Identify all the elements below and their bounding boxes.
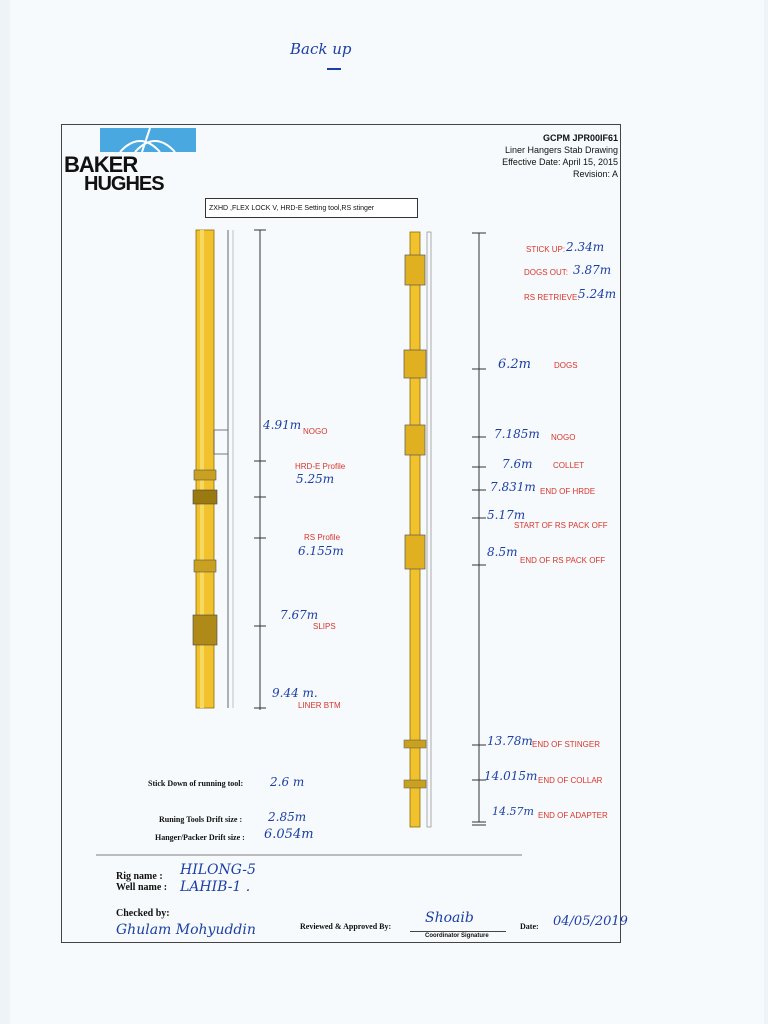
left-mark-value: 4.91m xyxy=(263,418,302,432)
left-mark-value: 5.25m xyxy=(296,472,335,486)
stick-down-value: 2.6 m xyxy=(270,775,305,789)
right-mark-label: COLLET xyxy=(553,461,585,470)
tool-title: ZXHD ,FLEX LOCK V, HRD-E Setting tool,RS stinger xyxy=(205,198,418,218)
right-mark-value: 13.78m xyxy=(487,734,533,748)
left-mark-label: SLIPS xyxy=(313,622,336,631)
left-mark-label: RS Profile xyxy=(304,533,341,542)
signature-line xyxy=(410,931,506,932)
date-label: Date: xyxy=(520,922,539,931)
right-mark-label: START OF RS PACK OFF xyxy=(514,521,608,530)
left-mark-value: 7.67m xyxy=(280,608,319,622)
right-top-label: STICK UP: xyxy=(526,245,566,254)
right-mark-label: END OF HRDE xyxy=(540,487,596,496)
right-tool-drawing xyxy=(404,232,486,827)
right-mark-value: 14.57m xyxy=(492,805,534,818)
right-mark-value: 14.015m xyxy=(484,769,538,783)
well-label: Well name : xyxy=(116,882,168,893)
right-top-value: 5.24m xyxy=(578,287,617,301)
left-mark-value: 6.155m xyxy=(298,544,344,558)
left-tool-drawing xyxy=(193,230,266,710)
well-value: LAHIB-1 . xyxy=(180,879,251,895)
right-mark-value: 6.2m xyxy=(498,357,532,372)
checked-value: Ghulam Mohyuddin xyxy=(116,922,256,938)
date-value: 04/05/2019 xyxy=(553,914,628,929)
left-mark-label: HRD-E Profile xyxy=(295,462,346,471)
right-mark-label: NOGO xyxy=(551,433,576,442)
doc-title: Liner Hangers Stab Drawing xyxy=(504,145,618,155)
left-mark-label: NOGO xyxy=(303,427,328,436)
effective-date: Effective Date: April 15, 2015 xyxy=(502,157,618,167)
rig-label: Rig name : xyxy=(116,871,163,882)
right-top-value: 3.87m xyxy=(573,263,612,277)
right-mark-value: 7.831m xyxy=(490,480,536,494)
reviewed-label: Reviewed & Approved By: xyxy=(300,922,392,931)
right-mark-label: DOGS xyxy=(554,361,578,370)
right-mark-value: 5.17m xyxy=(487,508,526,522)
right-mark-label: END OF ADAPTER xyxy=(538,811,608,820)
right-top-value: 2.34m xyxy=(566,240,605,254)
right-mark-value: 7.6m xyxy=(502,457,533,471)
right-mark-label: END OF STINGER xyxy=(532,740,601,749)
left-mark-label: LINER BTM xyxy=(298,701,341,710)
stick-down-label: Stick Down of running tool: xyxy=(148,779,244,788)
right-mark-value: 7.185m xyxy=(494,427,540,441)
coordinator-caption: Coordinator Signature xyxy=(425,933,489,939)
left-mark-value: 9.44 m. xyxy=(272,686,318,700)
right-mark-value: 8.5m xyxy=(487,545,518,559)
drift-value: 2.85m xyxy=(268,810,307,824)
right-mark-label: END OF COLLAR xyxy=(538,776,603,785)
rig-value: HILONG-5 xyxy=(180,862,256,878)
checked-label: Checked by: xyxy=(116,908,170,919)
hanger-label: Hanger/Packer Drift size : xyxy=(155,833,245,842)
revision: Revision: A xyxy=(572,169,618,179)
drift-label: Runing Tools Drift size : xyxy=(159,815,243,824)
logo-line2: HUGHES xyxy=(84,173,164,195)
right-mark-label: END OF RS PACK OFF xyxy=(520,556,606,565)
hanger-value: 6.054m xyxy=(264,827,314,842)
reviewed-signature: Shoaib xyxy=(425,910,474,926)
top-note: Back up xyxy=(290,40,352,58)
right-top-label: RS RETRIEVE: xyxy=(524,293,580,302)
doc-code: GCPM JPR00IF61 xyxy=(542,133,618,143)
right-top-label: DOGS OUT: xyxy=(524,268,569,277)
logo-line1: BAKER xyxy=(64,152,138,177)
